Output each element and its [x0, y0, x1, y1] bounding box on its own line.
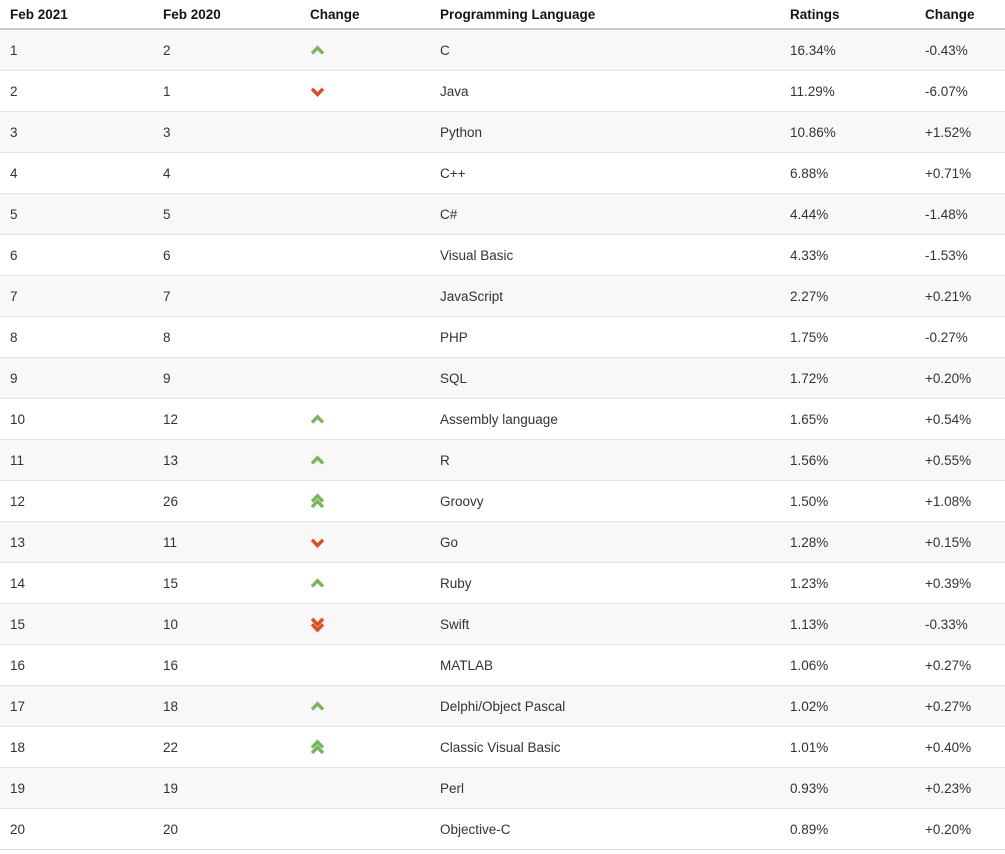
table-row — [0, 235, 1005, 276]
cell-position-change — [300, 440, 430, 481]
cell-ratings-change: +0.15% — [915, 522, 1005, 563]
cell-position-current: 11 — [0, 440, 153, 481]
cell-position-current: 9 — [0, 358, 153, 399]
cell-ratings: 1.02% — [780, 686, 915, 727]
cell-position-current: 18 — [0, 727, 153, 768]
cell-position-current: 13 — [0, 522, 153, 563]
table-row — [0, 604, 1005, 645]
cell-position-previous: 22 — [153, 727, 300, 768]
cell-position-current: 1 — [0, 29, 153, 71]
chevron-up-icon — [310, 455, 325, 466]
cell-position-previous: 20 — [153, 809, 300, 850]
table-row — [0, 317, 1005, 358]
chevron-up-icon — [310, 578, 325, 589]
cell-position-change — [300, 29, 430, 71]
col-header-programming-language: Programming Language — [430, 0, 780, 29]
cell-language: Perl — [430, 768, 780, 809]
cell-position-change — [300, 727, 430, 768]
cell-position-previous: 12 — [153, 399, 300, 440]
cell-language: Objective-C — [430, 809, 780, 850]
cell-position-previous: 2 — [153, 29, 300, 71]
double-chevron-up-icon — [310, 739, 325, 756]
chevron-up-icon — [310, 414, 325, 425]
cell-language: Java — [430, 71, 780, 112]
cell-position-previous: 10 — [153, 604, 300, 645]
cell-ratings-change: +1.52% — [915, 112, 1005, 153]
cell-language: Classic Visual Basic — [430, 727, 780, 768]
cell-ratings-change: +0.39% — [915, 563, 1005, 604]
chevron-up-icon — [310, 701, 325, 712]
cell-language: R — [430, 440, 780, 481]
double-chevron-up-icon — [310, 493, 325, 510]
cell-language: C++ — [430, 153, 780, 194]
cell-ratings-change: +0.20% — [915, 809, 1005, 850]
col-header-feb-2020: Feb 2020 — [153, 0, 300, 29]
cell-ratings: 10.86% — [780, 112, 915, 153]
cell-position-current: 7 — [0, 276, 153, 317]
cell-position-previous: 3 — [153, 112, 300, 153]
cell-position-current: 15 — [0, 604, 153, 645]
cell-ratings: 16.34% — [780, 29, 915, 71]
cell-ratings-change: -0.33% — [915, 604, 1005, 645]
cell-position-current: 12 — [0, 481, 153, 522]
cell-position-previous: 26 — [153, 481, 300, 522]
cell-position-change — [300, 686, 430, 727]
cell-position-previous: 8 — [153, 317, 300, 358]
cell-ratings-change: -1.53% — [915, 235, 1005, 276]
cell-position-current: 8 — [0, 317, 153, 358]
double-chevron-down-icon — [310, 616, 325, 633]
cell-language: Assembly language — [430, 399, 780, 440]
cell-language: Swift — [430, 604, 780, 645]
cell-position-change — [300, 112, 430, 153]
table-row — [0, 522, 1005, 563]
cell-position-previous: 16 — [153, 645, 300, 686]
cell-position-previous: 13 — [153, 440, 300, 481]
cell-position-change — [300, 768, 430, 809]
cell-ratings: 1.72% — [780, 358, 915, 399]
cell-position-current: 19 — [0, 768, 153, 809]
cell-position-change — [300, 235, 430, 276]
chevron-down-icon — [310, 86, 325, 97]
cell-ratings: 0.89% — [780, 809, 915, 850]
table-row — [0, 358, 1005, 399]
cell-position-previous: 18 — [153, 686, 300, 727]
cell-position-change — [300, 153, 430, 194]
cell-position-previous: 1 — [153, 71, 300, 112]
cell-position-current: 14 — [0, 563, 153, 604]
cell-ratings: 1.65% — [780, 399, 915, 440]
table-row — [0, 809, 1005, 850]
cell-position-change — [300, 399, 430, 440]
cell-ratings: 11.29% — [780, 71, 915, 112]
cell-ratings-change: +0.21% — [915, 276, 1005, 317]
cell-language: SQL — [430, 358, 780, 399]
table-row — [0, 153, 1005, 194]
cell-language: C# — [430, 194, 780, 235]
table-row — [0, 440, 1005, 481]
col-header-ratings-change: Change — [915, 0, 1005, 29]
cell-ratings: 1.13% — [780, 604, 915, 645]
chevron-up-icon — [310, 45, 325, 56]
cell-ratings-change: +0.27% — [915, 645, 1005, 686]
cell-position-previous: 9 — [153, 358, 300, 399]
cell-language: Python — [430, 112, 780, 153]
table-row — [0, 399, 1005, 440]
cell-language: Go — [430, 522, 780, 563]
cell-ratings: 1.75% — [780, 317, 915, 358]
cell-ratings: 1.28% — [780, 522, 915, 563]
cell-language: Visual Basic — [430, 235, 780, 276]
cell-position-change — [300, 522, 430, 563]
col-header-ratings: Ratings — [780, 0, 915, 29]
cell-position-previous: 19 — [153, 768, 300, 809]
cell-position-change — [300, 604, 430, 645]
cell-ratings: 2.27% — [780, 276, 915, 317]
table-header-row — [0, 0, 1005, 29]
cell-ratings: 1.56% — [780, 440, 915, 481]
col-header-position-change: Change — [300, 0, 430, 29]
cell-ratings-change: +0.20% — [915, 358, 1005, 399]
cell-ratings-change: +0.27% — [915, 686, 1005, 727]
cell-position-change — [300, 276, 430, 317]
table-row — [0, 768, 1005, 809]
cell-ratings-change: -6.07% — [915, 71, 1005, 112]
cell-ratings: 1.50% — [780, 481, 915, 522]
cell-position-current: 16 — [0, 645, 153, 686]
cell-ratings-change: +0.54% — [915, 399, 1005, 440]
table-row — [0, 645, 1005, 686]
cell-position-current: 10 — [0, 399, 153, 440]
cell-language: Ruby — [430, 563, 780, 604]
cell-position-change — [300, 645, 430, 686]
table-row — [0, 481, 1005, 522]
cell-language: Groovy — [430, 481, 780, 522]
cell-ratings-change: +0.23% — [915, 768, 1005, 809]
cell-position-change — [300, 809, 430, 850]
cell-ratings-change: -1.48% — [915, 194, 1005, 235]
table-row — [0, 686, 1005, 727]
cell-ratings: 4.44% — [780, 194, 915, 235]
cell-language: JavaScript — [430, 276, 780, 317]
cell-position-change — [300, 563, 430, 604]
cell-ratings: 6.88% — [780, 153, 915, 194]
cell-ratings: 0.93% — [780, 768, 915, 809]
cell-language: MATLAB — [430, 645, 780, 686]
cell-position-change — [300, 317, 430, 358]
cell-position-previous: 15 — [153, 563, 300, 604]
cell-position-change — [300, 71, 430, 112]
cell-ratings-change: -0.43% — [915, 29, 1005, 71]
cell-position-current: 20 — [0, 809, 153, 850]
cell-position-previous: 5 — [153, 194, 300, 235]
cell-ratings-change: -0.27% — [915, 317, 1005, 358]
cell-position-current: 4 — [0, 153, 153, 194]
cell-position-current: 5 — [0, 194, 153, 235]
cell-position-current: 2 — [0, 71, 153, 112]
cell-position-current: 17 — [0, 686, 153, 727]
cell-position-change — [300, 194, 430, 235]
col-header-feb-2021: Feb 2021 — [0, 0, 153, 29]
cell-ratings: 1.23% — [780, 563, 915, 604]
cell-position-previous: 4 — [153, 153, 300, 194]
cell-ratings-change: +1.08% — [915, 481, 1005, 522]
cell-position-change — [300, 358, 430, 399]
table-body — [0, 29, 1005, 850]
cell-position-change — [300, 481, 430, 522]
cell-position-previous: 7 — [153, 276, 300, 317]
table-row — [0, 29, 1005, 71]
cell-position-previous: 6 — [153, 235, 300, 276]
cell-position-previous: 11 — [153, 522, 300, 563]
cell-ratings-change: +0.55% — [915, 440, 1005, 481]
cell-position-current: 6 — [0, 235, 153, 276]
chevron-down-icon — [310, 537, 325, 548]
table-row — [0, 71, 1005, 112]
cell-language: PHP — [430, 317, 780, 358]
table-row — [0, 276, 1005, 317]
table-row — [0, 727, 1005, 768]
cell-position-current: 3 — [0, 112, 153, 153]
cell-ratings: 1.01% — [780, 727, 915, 768]
table-row — [0, 112, 1005, 153]
cell-ratings: 4.33% — [780, 235, 915, 276]
cell-ratings: 1.06% — [780, 645, 915, 686]
cell-language: C — [430, 29, 780, 71]
cell-ratings-change: +0.71% — [915, 153, 1005, 194]
table-row — [0, 563, 1005, 604]
cell-ratings-change: +0.40% — [915, 727, 1005, 768]
cell-language: Delphi/Object Pascal — [430, 686, 780, 727]
table-row — [0, 194, 1005, 235]
